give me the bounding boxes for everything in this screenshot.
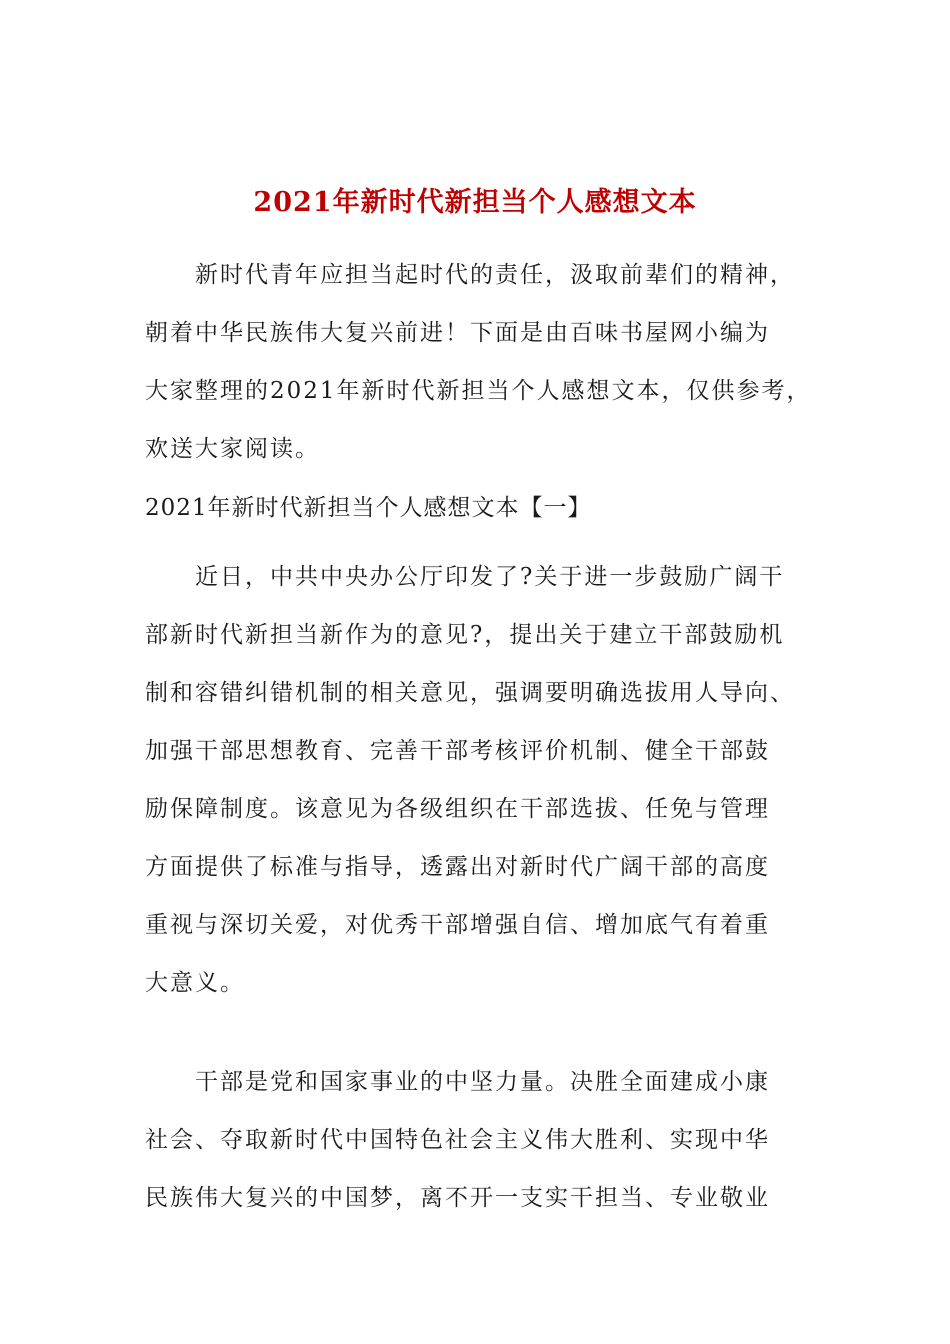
paragraph-line: 加强干部思想教育、完善干部考核评价机制、健全干部鼓: [145, 738, 770, 764]
paragraph-line: 近日，中共中央办公厅印发了?关于进一步鼓励广阔干: [195, 564, 785, 590]
paragraph-line: 制和容错纠错机制的相关意见，强调要明确选拔用人导向、: [145, 680, 795, 706]
body-paragraph-2: [145, 1053, 815, 1227]
paragraph-line: 干部是党和国家事业的中坚力量。决胜全面建成小康: [195, 1069, 770, 1095]
intro-paragraph: [145, 246, 815, 478]
section-heading: 2021年新时代新担当个人感想文本【一】: [145, 495, 592, 521]
document-title: 2021年新时代新担当个人感想文本: [253, 187, 697, 218]
paragraph-line: 大意义。: [145, 970, 245, 996]
paragraph-line: 重视与深切关爱，对优秀干部增强自信、增加底气有着重: [145, 912, 770, 938]
paragraph-line: 朝着中华民族伟大复兴前进！下面是由百味书屋网小编为: [145, 320, 770, 346]
paragraph-line: 励保障制度。该意见为各级组织在干部选拔、任免与管理: [145, 796, 770, 822]
paragraph-line: 部新时代新担当新作为的意见?，提出关于建立干部鼓励机: [145, 622, 785, 648]
body-paragraph-1: [145, 548, 815, 1012]
paragraph-line: 民族伟大复兴的中国梦，离不开一支实干担当、专业敬业: [145, 1185, 770, 1211]
paragraph-line: 大家整理的2021年新时代新担当个人感想文本，仅供参考，: [145, 378, 812, 404]
paragraph-line: 社会、夺取新时代中国特色社会主义伟大胜利、实现中华: [145, 1127, 770, 1153]
paragraph-line: 新时代青年应担当起时代的责任，汲取前辈们的精神，: [195, 262, 795, 288]
paragraph-line: 方面提供了标准与指导，透露出对新时代广阔干部的高度: [145, 854, 770, 880]
paragraph-line: 欢送大家阅读。: [145, 436, 320, 462]
